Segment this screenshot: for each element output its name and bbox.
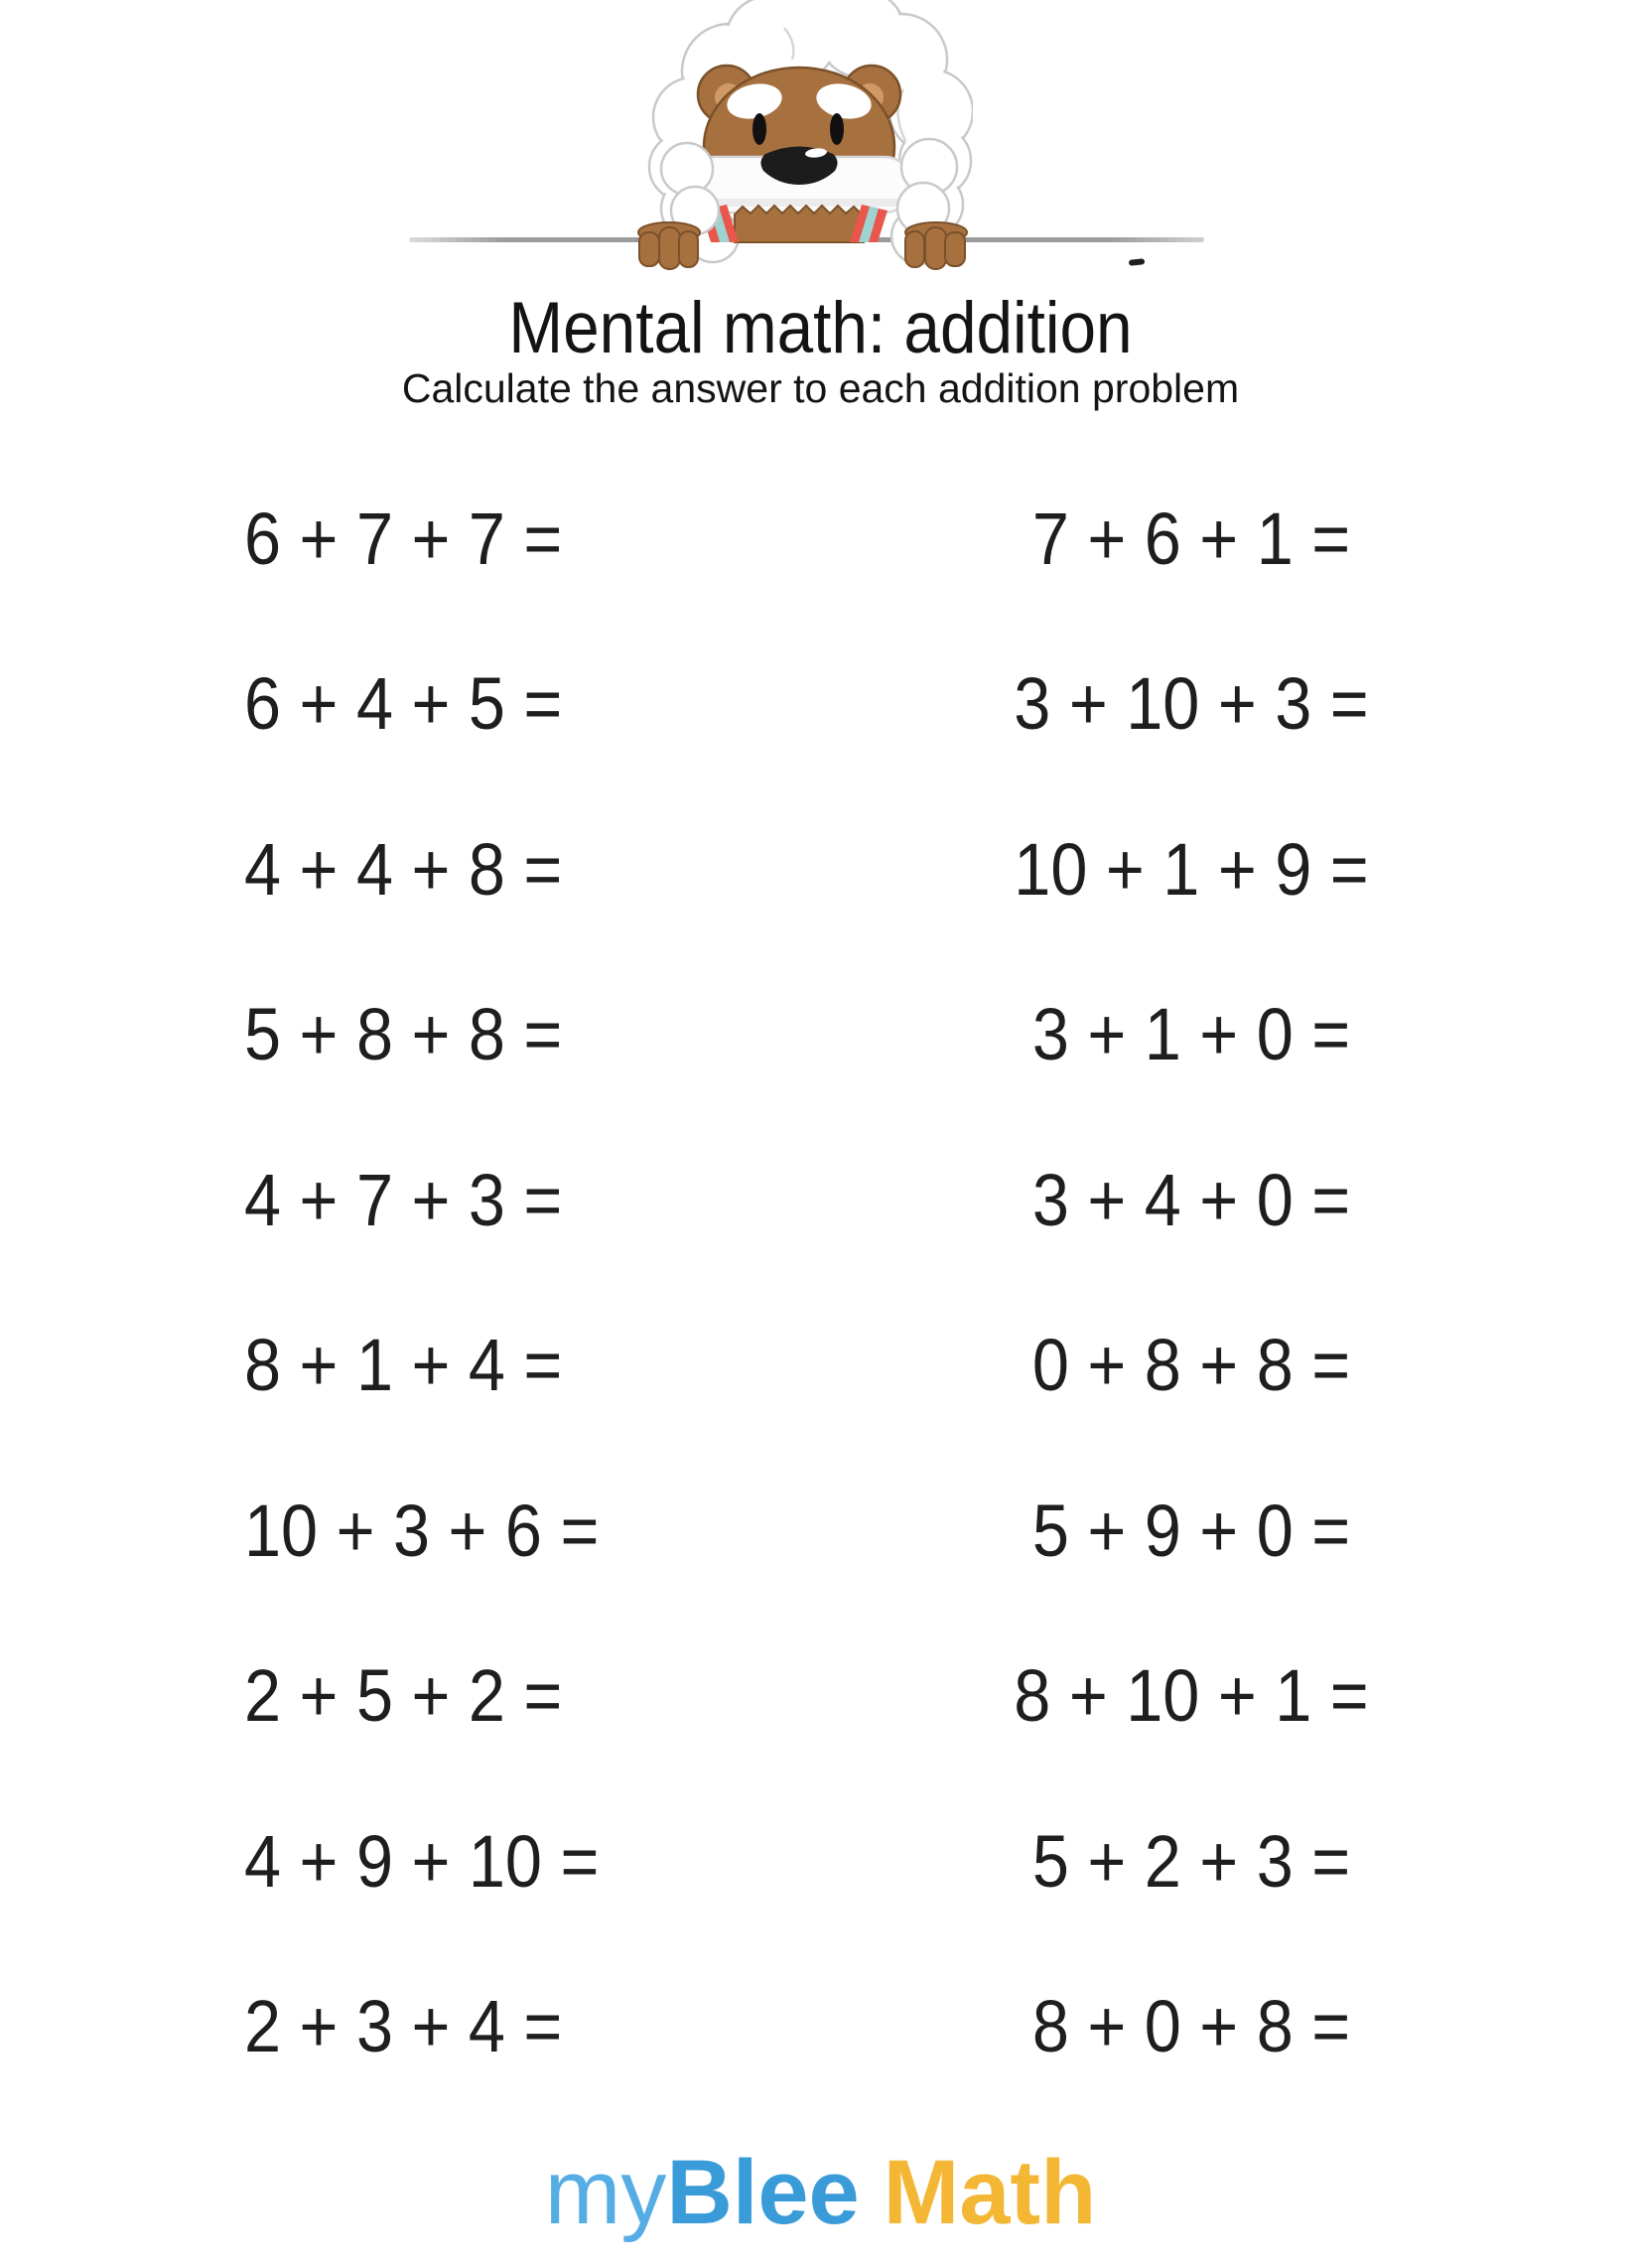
problem-right-10: 8 + 0 + 8 = [1031,1985,1351,2067]
problem-right-6: 0 + 8 + 8 = [1031,1324,1351,1406]
problem-right-4: 3 + 1 + 0 = [1031,993,1351,1075]
page-title: Mental math: addition [508,288,1133,368]
page-subtitle: Calculate the answer to each addition problem [401,365,1240,411]
brand-logo-my: my [544,2142,667,2243]
problem-left-4: 5 + 8 + 8 = [244,993,563,1075]
problem-left-6: 8 + 1 + 4 = [244,1324,563,1406]
problem-left-1: 6 + 7 + 7 = [244,497,563,580]
problem-row [0,1820,1641,1903]
brand-logo-math: Math [883,2142,1097,2243]
problem-left-3: 4 + 4 + 8 = [244,828,563,911]
problem-right-1: 7 + 6 + 1 = [1031,497,1351,580]
problem-right-7: 5 + 9 + 0 = [1031,1489,1351,1572]
problem-left-8: 2 + 5 + 2 = [244,1654,563,1737]
problem-right-3: 10 + 1 + 9 = [1014,828,1369,911]
problem-row [0,1985,1641,2067]
brand-logo [0,2143,1641,2242]
problem-row [0,1159,1641,1241]
problem-row [0,1324,1641,1406]
einstein-bear-icon [635,0,973,278]
problem-row [0,993,1641,1075]
brand-logo-blee: Blee [666,2142,860,2243]
problem-left-7: 10 + 3 + 6 = [244,1489,600,1572]
problem-right-5: 3 + 4 + 0 = [1031,1159,1351,1241]
problem-left-9: 4 + 9 + 10 = [244,1820,600,1903]
ink-dash-artifact [1129,258,1146,266]
problem-row [0,1654,1641,1737]
problem-left-2: 6 + 4 + 5 = [244,662,563,745]
problem-row [0,828,1641,911]
problem-left-10: 2 + 3 + 4 = [244,1985,563,2067]
problem-row [0,1489,1641,1572]
problem-right-9: 5 + 2 + 3 = [1031,1820,1351,1903]
problem-left-5: 4 + 7 + 3 = [244,1159,563,1241]
problem-row [0,497,1641,580]
problem-right-8: 8 + 10 + 1 = [1014,1654,1369,1737]
problem-right-2: 3 + 10 + 3 = [1014,662,1369,745]
problem-row [0,662,1641,745]
